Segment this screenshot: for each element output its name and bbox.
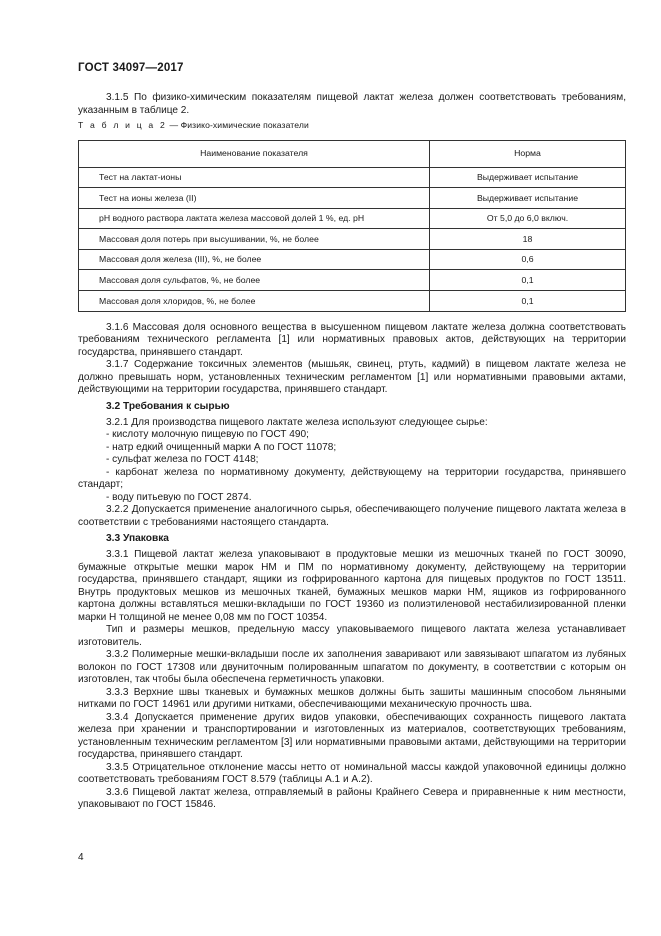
paragraph-3-3-1-b: Тип и размеры мешков, предельную массу упаковываемого пищевого лактата железа устанавливает изготовитель.	[78, 624, 626, 648]
list-item: - воду питьевую по ГОСТ 2874.	[106, 491, 252, 503]
paragraph-3-3-6: 3.3.6 Пищевой лактат железа, отправляемый в районы Крайнего Севера и приравненные к ним местности, упаковывают по ГОСТ 15846.	[78, 786, 626, 811]
section-title-3-3: 3.3 Упаковка	[106, 533, 169, 545]
page-number: 4	[78, 852, 84, 863]
column-header-name: Наименование показателя	[79, 140, 430, 167]
paragraph-3-2-2: 3.2.2 Допускается применение аналогичного сырья, обеспечивающего получение пищевого лактата железа в соответствии с требованиями настоящего стандарта.	[78, 504, 626, 528]
table-caption-title: — Физико-химические показатели	[166, 120, 309, 130]
table-cell-name: Массовая доля хлоридов, %, не более	[79, 291, 430, 312]
table-cell-norm: 18	[430, 229, 626, 250]
table-cell-norm: 0,1	[430, 270, 626, 291]
list-item: - кислоту молочную пищевую по ГОСТ 490;	[106, 429, 309, 441]
table-row	[79, 188, 626, 209]
document-header: ГОСТ 34097—2017	[78, 62, 184, 74]
table-cell-name: Массовая доля железа (III), %, не более	[79, 249, 430, 270]
table-caption-prefix: Т а б л и ц а 2	[78, 120, 167, 130]
table-row	[79, 167, 626, 188]
paragraph-3-1-5: 3.1.5 По физико-химическим показателям пищевой лактат железа должен соответствовать требованиям, указанным в таблице 2.	[78, 92, 626, 116]
paragraph-3-3-2: 3.3.2 Полимерные мешки-вкладыши после их заполнения заваривают или завязывают шпагатом из лубяных волокон по ГОСТ 17308 или двуниточным полированным шпагатом по документу, в соответствии с которым он изготовлен, так чтобы была обеспечена герметичность упаковки.	[78, 649, 626, 686]
table-cell-norm: От 5,0 до 6,0 включ.	[430, 208, 626, 229]
paragraph-3-1-7: 3.1.7 Содержание токсичных элементов (мышьяк, свинец, ртуть, кадмий) в пищевом лактате железа не должно превышать норм, установленных техническим регламентом [1] или нормативными правовыми актами, действующими на территории государства, принявшего стандарт.	[78, 359, 626, 396]
document-body	[78, 92, 626, 812]
list-item: - сульфат железа по ГОСТ 4148;	[106, 454, 259, 466]
table-cell-norm: 0,1	[430, 291, 626, 312]
section-title-3-2: 3.2 Требования к сырью	[106, 400, 230, 412]
table-row	[79, 249, 626, 270]
column-header-norm: Норма	[430, 140, 626, 167]
table-row	[79, 270, 626, 291]
table-cell-norm: Выдерживает испытание	[430, 188, 626, 209]
table-row	[79, 229, 626, 250]
paragraph-3-3-1: 3.3.1 Пищевой лактат железа упаковывают в продуктовые мешки из мешочных тканей по ГОСТ 30090, бумажные открытые мешки марок НМ и ПМ по нормативному документу, действующему на территории государства, принявшего стандарт, ящики из гофрированного картона для пищевых продуктов по ГОСТ 13511. Внутрь продуктовых мешков из мешочных тканей, бумажных мешков марки НМ, ящиков из гофрированного картона должны вставляться мешки-вкладыши по ГОСТ 19360 из полиэтиленовой нестабилизированной пленки марки Н толщиной не менее 0,08 мм по ГОСТ 10354.	[78, 549, 626, 623]
table-header-row	[79, 140, 626, 167]
list-item: - натр едкий очищенный марки А по ГОСТ 11078;	[106, 441, 337, 453]
paragraph-3-3-5: 3.3.5 Отрицательное отклонение массы нетто от номинальной массы каждой упаковочной единицы должно соответствовать требованиям ГОСТ 8.579 (таблицы А.1 и А.2).	[78, 761, 626, 786]
paragraph-3-2-1: 3.2.1 Для производства пищевого лактате железа используют следующее сырье:	[106, 416, 488, 428]
table-physico-chemical	[78, 140, 626, 312]
table-cell-name: рН водного раствора лактата железа массовой долей 1 %, ед. рН	[79, 208, 430, 229]
table-row	[79, 291, 626, 312]
table-cell-name: Массовая доля потерь при высушивании, %, не более	[79, 229, 430, 250]
table-row	[79, 208, 626, 229]
paragraph-3-3-3: 3.3.3 Верхние швы тканевых и бумажных мешков должны быть зашиты машинным способом льняными нитками по ГОСТ 14961 или другими нитками, обеспечивающими механическую прочность шва.	[78, 686, 626, 711]
table-cell-name: Массовая доля сульфатов, %, не более	[79, 270, 430, 291]
table-caption	[78, 119, 626, 132]
table-cell-norm: Выдерживает испытание	[430, 167, 626, 188]
table-cell-name: Тест на лактат-ионы	[79, 167, 430, 188]
paragraph-3-3-4: 3.3.4 Допускается применение других видов упаковки, обеспечивающих сохранность пищевого лактата железа при хранении и транспортировании и изготовленных из материалов, соответствующих требованиям, установленным техническим регламентом [3] или нормативными правовыми актами, действующими на территории государства, принявшего стандарт.	[78, 711, 626, 761]
table-cell-norm: 0,6	[430, 249, 626, 270]
table-cell-name: Тест на ионы железа (II)	[79, 188, 430, 209]
list-item: - карбонат железа по нормативному документу, действующему на территории государства, принявшего стандарт;	[78, 466, 626, 491]
paragraph-3-1-6: 3.1.6 Массовая доля основного вещества в высушенном пищевом лактате железа должна соответствовать требованиям технического регламента [1] или нормативных правовых актов, действующих на территории государства, принявшего стандарт.	[78, 321, 626, 358]
